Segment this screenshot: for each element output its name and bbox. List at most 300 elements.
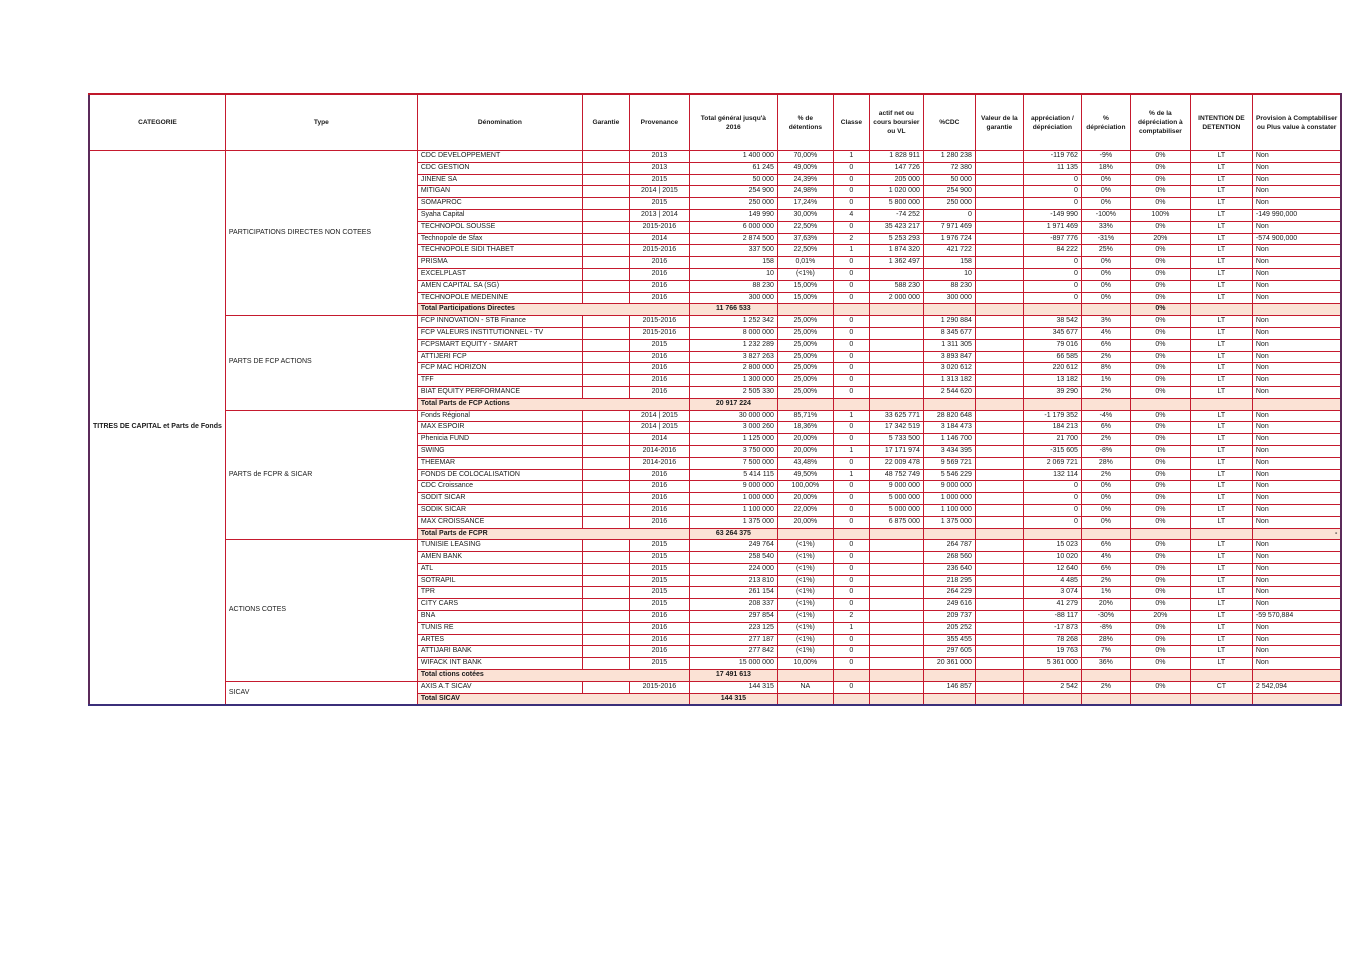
- total-cell: 158: [689, 257, 777, 269]
- valeur-garantie-cell: [975, 552, 1023, 564]
- appreciation-cell: 39 290: [1023, 386, 1081, 398]
- pct-depreciation-cell: 0%: [1081, 174, 1130, 186]
- actif-cell: -74 252: [869, 209, 923, 221]
- intention-cell: LT: [1190, 611, 1252, 623]
- denomination-cell: THEEMAR: [417, 457, 582, 469]
- table-row: [89, 151, 1341, 163]
- provenance-cell: 2015-2016: [629, 316, 689, 328]
- actif-cell: 1 362 497: [869, 257, 923, 269]
- garantie-cell: [582, 339, 629, 351]
- cdc-cell: 2 544 620: [923, 386, 975, 398]
- intention-cell: LT: [1190, 434, 1252, 446]
- header-appreciation: appréciation / dépréciation: [1023, 94, 1081, 151]
- empty-cell: [869, 304, 923, 316]
- actif-cell: 1 874 320: [869, 245, 923, 257]
- classe-cell: 0: [833, 327, 869, 339]
- provision-cell: Non: [1252, 481, 1341, 493]
- garantie-cell: [582, 434, 629, 446]
- appreciation-cell: -1 179 352: [1023, 410, 1081, 422]
- provenance-cell: 2013: [629, 162, 689, 174]
- provision-cell: Non: [1252, 316, 1341, 328]
- valeur-garantie-cell: [975, 599, 1023, 611]
- pct-depreciation-cell: 2%: [1081, 681, 1130, 693]
- provenance-cell: 2016: [629, 292, 689, 304]
- empty-cell: [1190, 528, 1252, 540]
- total-value: 20 917 224: [689, 398, 777, 410]
- classe-cell: 0: [833, 257, 869, 269]
- provision-cell: Non: [1252, 410, 1341, 422]
- provenance-cell: 2016: [629, 611, 689, 623]
- intention-cell: LT: [1190, 658, 1252, 670]
- detention-cell: (<1%): [777, 622, 833, 634]
- garantie-cell: [582, 611, 629, 623]
- denomination-cell: Fonds Régional: [417, 410, 582, 422]
- total-cell: 1 100 000: [689, 504, 777, 516]
- detention-cell: 25,00%: [777, 339, 833, 351]
- garantie-cell: [582, 681, 629, 693]
- provision-cell: Non: [1252, 151, 1341, 163]
- detention-cell: 25,00%: [777, 386, 833, 398]
- classe-cell: 0: [833, 540, 869, 552]
- actif-cell: 588 230: [869, 280, 923, 292]
- cdc-cell: 1 375 000: [923, 516, 975, 528]
- actif-cell: 17 171 974: [869, 445, 923, 457]
- header-cdc: %CDC: [923, 94, 975, 151]
- empty-cell: [923, 398, 975, 410]
- intention-cell: LT: [1190, 481, 1252, 493]
- denomination-cell: Technopole de Sfax: [417, 233, 582, 245]
- type-cell: SICAV: [225, 681, 417, 705]
- denomination-cell: ATTIJERI FCP: [417, 351, 582, 363]
- detention-cell: 0,01%: [777, 257, 833, 269]
- valeur-garantie-cell: [975, 363, 1023, 375]
- actif-cell: [869, 552, 923, 564]
- appreciation-cell: 2 542: [1023, 681, 1081, 693]
- cdc-cell: 8 345 677: [923, 327, 975, 339]
- denomination-cell: SOTRAPIL: [417, 575, 582, 587]
- empty-cell: [1023, 693, 1081, 705]
- provenance-cell: 2016: [629, 386, 689, 398]
- detention-cell: 20,00%: [777, 516, 833, 528]
- garantie-cell: [582, 587, 629, 599]
- provenance-cell: 2015: [629, 575, 689, 587]
- provision-cell: -574 900,000: [1252, 233, 1341, 245]
- intention-cell: LT: [1190, 410, 1252, 422]
- provenance-cell: 2014 | 2015: [629, 186, 689, 198]
- total-cell: 277 842: [689, 646, 777, 658]
- pct-depr-compta-cell: 0%: [1130, 516, 1190, 528]
- classe-cell: 1: [833, 469, 869, 481]
- total-pct-compta: [1130, 670, 1190, 682]
- valeur-garantie-cell: [975, 339, 1023, 351]
- pct-depreciation-cell: -30%: [1081, 611, 1130, 623]
- valeur-garantie-cell: [975, 375, 1023, 387]
- cdc-cell: 300 000: [923, 292, 975, 304]
- header-pct-depreciation: % dépréciation: [1081, 94, 1130, 151]
- appreciation-cell: 0: [1023, 280, 1081, 292]
- valeur-garantie-cell: [975, 316, 1023, 328]
- empty-cell: [923, 528, 975, 540]
- intention-cell: LT: [1190, 162, 1252, 174]
- total-cell: 5 414 115: [689, 469, 777, 481]
- provision-cell: Non: [1252, 375, 1341, 387]
- total-cell: 258 540: [689, 552, 777, 564]
- empty-cell: [1081, 304, 1130, 316]
- actif-cell: 1 020 000: [869, 186, 923, 198]
- garantie-cell: [582, 504, 629, 516]
- denomination-cell: ATTIJARI BANK: [417, 646, 582, 658]
- total-pct-compta: [1130, 693, 1190, 705]
- pct-depreciation-cell: 2%: [1081, 469, 1130, 481]
- pct-depr-compta-cell: 0%: [1130, 587, 1190, 599]
- appreciation-cell: 0: [1023, 268, 1081, 280]
- empty-cell: [777, 528, 833, 540]
- intention-cell: LT: [1190, 552, 1252, 564]
- cdc-cell: 209 737: [923, 611, 975, 623]
- empty-cell: [869, 670, 923, 682]
- garantie-cell: [582, 552, 629, 564]
- cdc-cell: 50 000: [923, 174, 975, 186]
- actif-cell: [869, 563, 923, 575]
- denomination-cell: BIAT EQUITY PERFORMANCE: [417, 386, 582, 398]
- pct-depr-compta-cell: 0%: [1130, 351, 1190, 363]
- cdc-cell: 7 971 469: [923, 221, 975, 233]
- garantie-cell: [582, 221, 629, 233]
- classe-cell: 0: [833, 563, 869, 575]
- provision-cell: 2 542,094: [1252, 681, 1341, 693]
- garantie-cell: [582, 151, 629, 163]
- pct-depreciation-cell: 36%: [1081, 658, 1130, 670]
- valeur-garantie-cell: [975, 634, 1023, 646]
- provision-cell: Non: [1252, 351, 1341, 363]
- provision-cell: Non: [1252, 245, 1341, 257]
- actif-cell: [869, 327, 923, 339]
- valeur-garantie-cell: [975, 622, 1023, 634]
- valeur-garantie-cell: [975, 563, 1023, 575]
- garantie-cell: [582, 516, 629, 528]
- denomination-cell: Syaha Capital: [417, 209, 582, 221]
- provenance-cell: 2014-2016: [629, 457, 689, 469]
- total-pct-compta: [1130, 398, 1190, 410]
- appreciation-cell: 78 268: [1023, 634, 1081, 646]
- garantie-cell: [582, 257, 629, 269]
- total-cell: 3 750 000: [689, 445, 777, 457]
- total-cell: 223 125: [689, 622, 777, 634]
- header-detention: % de détentions: [777, 94, 833, 151]
- provision-cell: Non: [1252, 363, 1341, 375]
- actif-cell: [869, 386, 923, 398]
- pct-depr-compta-cell: 20%: [1130, 233, 1190, 245]
- cdc-cell: 3 020 612: [923, 363, 975, 375]
- empty-cell: [1023, 670, 1081, 682]
- detention-cell: (<1%): [777, 540, 833, 552]
- denomination-cell: Phenicia FUND: [417, 434, 582, 446]
- appreciation-cell: 0: [1023, 504, 1081, 516]
- total-value: 144 315: [689, 693, 777, 705]
- provision-cell: Non: [1252, 540, 1341, 552]
- pct-depreciation-cell: 6%: [1081, 422, 1130, 434]
- total-cell: 1 232 289: [689, 339, 777, 351]
- denomination-cell: AMEN BANK: [417, 552, 582, 564]
- valeur-garantie-cell: [975, 351, 1023, 363]
- garantie-cell: [582, 363, 629, 375]
- empty-cell: [833, 398, 869, 410]
- denomination-cell: FCP MAC HORIZON: [417, 363, 582, 375]
- pct-depr-compta-cell: 0%: [1130, 386, 1190, 398]
- detention-cell: (<1%): [777, 646, 833, 658]
- pct-depreciation-cell: 6%: [1081, 339, 1130, 351]
- pct-depreciation-cell: 6%: [1081, 540, 1130, 552]
- detention-cell: 22,50%: [777, 221, 833, 233]
- total-label: Total Parts de FCPR: [417, 528, 689, 540]
- total-cell: 1 252 342: [689, 316, 777, 328]
- total-cell: 1 125 000: [689, 434, 777, 446]
- provision-cell: Non: [1252, 587, 1341, 599]
- detention-cell: 22,50%: [777, 245, 833, 257]
- classe-cell: 0: [833, 174, 869, 186]
- provision-cell: Non: [1252, 257, 1341, 269]
- intention-cell: LT: [1190, 575, 1252, 587]
- intention-cell: LT: [1190, 386, 1252, 398]
- cdc-cell: 264 787: [923, 540, 975, 552]
- total-provision: [1252, 398, 1341, 410]
- pct-depr-compta-cell: 0%: [1130, 292, 1190, 304]
- pct-depreciation-cell: 0%: [1081, 292, 1130, 304]
- actif-cell: [869, 316, 923, 328]
- total-cell: 2 874 500: [689, 233, 777, 245]
- provision-cell: Non: [1252, 493, 1341, 505]
- classe-cell: 0: [833, 481, 869, 493]
- cdc-cell: 9 569 721: [923, 457, 975, 469]
- intention-cell: LT: [1190, 351, 1252, 363]
- intention-cell: LT: [1190, 422, 1252, 434]
- total-cell: 8 000 000: [689, 327, 777, 339]
- valeur-garantie-cell: [975, 575, 1023, 587]
- pct-depr-compta-cell: 0%: [1130, 681, 1190, 693]
- detention-cell: 25,00%: [777, 316, 833, 328]
- intention-cell: LT: [1190, 445, 1252, 457]
- pct-depreciation-cell: 20%: [1081, 599, 1130, 611]
- garantie-cell: [582, 540, 629, 552]
- provision-cell: -149 990,000: [1252, 209, 1341, 221]
- actif-cell: [869, 268, 923, 280]
- empty-cell: [975, 670, 1023, 682]
- intention-cell: LT: [1190, 587, 1252, 599]
- garantie-cell: [582, 292, 629, 304]
- detention-cell: 85,71%: [777, 410, 833, 422]
- denomination-cell: AMEN CAPITAL SA (SG): [417, 280, 582, 292]
- classe-cell: 0: [833, 280, 869, 292]
- denomination-cell: MAX ESPOIR: [417, 422, 582, 434]
- appreciation-cell: -17 873: [1023, 622, 1081, 634]
- denomination-cell: SOMAPROC: [417, 198, 582, 210]
- appreciation-cell: 3 074: [1023, 587, 1081, 599]
- appreciation-cell: 41 279: [1023, 599, 1081, 611]
- classe-cell: 0: [833, 575, 869, 587]
- pct-depreciation-cell: 0%: [1081, 198, 1130, 210]
- pct-depreciation-cell: 18%: [1081, 162, 1130, 174]
- actif-cell: 5 800 000: [869, 198, 923, 210]
- detention-cell: 24,98%: [777, 186, 833, 198]
- provenance-cell: 2016: [629, 280, 689, 292]
- total-cell: 10: [689, 268, 777, 280]
- cdc-cell: 1 100 000: [923, 504, 975, 516]
- cdc-cell: 88 230: [923, 280, 975, 292]
- provision-cell: Non: [1252, 327, 1341, 339]
- appreciation-cell: 4 485: [1023, 575, 1081, 587]
- intention-cell: LT: [1190, 457, 1252, 469]
- provenance-cell: 2016: [629, 481, 689, 493]
- appreciation-cell: -119 762: [1023, 151, 1081, 163]
- total-provision: [1252, 304, 1341, 316]
- cdc-cell: 264 229: [923, 587, 975, 599]
- provenance-cell: 2016: [629, 516, 689, 528]
- garantie-cell: [582, 174, 629, 186]
- classe-cell: 1: [833, 445, 869, 457]
- total-cell: 224 000: [689, 563, 777, 575]
- provenance-cell: 2015: [629, 540, 689, 552]
- classe-cell: 0: [833, 516, 869, 528]
- cdc-cell: 146 857: [923, 681, 975, 693]
- cdc-cell: 254 900: [923, 186, 975, 198]
- total-cell: 3 000 260: [689, 422, 777, 434]
- header-intention: INTENTION DE DETENTION: [1190, 94, 1252, 151]
- valeur-garantie-cell: [975, 493, 1023, 505]
- empty-cell: [1081, 398, 1130, 410]
- empty-cell: [777, 670, 833, 682]
- appreciation-cell: 5 361 000: [1023, 658, 1081, 670]
- pct-depreciation-cell: 2%: [1081, 386, 1130, 398]
- pct-depr-compta-cell: 0%: [1130, 445, 1190, 457]
- detention-cell: 43,48%: [777, 457, 833, 469]
- actif-cell: 48 752 749: [869, 469, 923, 481]
- actif-cell: [869, 658, 923, 670]
- detention-cell: (<1%): [777, 552, 833, 564]
- garantie-cell: [582, 233, 629, 245]
- provenance-cell: 2015: [629, 563, 689, 575]
- intention-cell: LT: [1190, 280, 1252, 292]
- appreciation-cell: 0: [1023, 493, 1081, 505]
- empty-cell: [1023, 528, 1081, 540]
- intention-cell: LT: [1190, 209, 1252, 221]
- classe-cell: 0: [833, 339, 869, 351]
- denomination-cell: SWING: [417, 445, 582, 457]
- valeur-garantie-cell: [975, 151, 1023, 163]
- detention-cell: (<1%): [777, 599, 833, 611]
- provenance-cell: 2015: [629, 658, 689, 670]
- intention-cell: LT: [1190, 375, 1252, 387]
- provenance-cell: 2015: [629, 599, 689, 611]
- actif-cell: [869, 375, 923, 387]
- total-cell: 213 810: [689, 575, 777, 587]
- actif-cell: [869, 575, 923, 587]
- provenance-cell: 2013 | 2014: [629, 209, 689, 221]
- empty-cell: [975, 528, 1023, 540]
- actif-cell: 33 625 771: [869, 410, 923, 422]
- appreciation-cell: 38 542: [1023, 316, 1081, 328]
- denomination-cell: SODIT SICAR: [417, 493, 582, 505]
- total-cell: 6 000 000: [689, 221, 777, 233]
- garantie-cell: [582, 469, 629, 481]
- garantie-cell: [582, 493, 629, 505]
- total-label: Total Parts de FCP Actions: [417, 398, 689, 410]
- provenance-cell: 2016: [629, 469, 689, 481]
- pct-depr-compta-cell: 0%: [1130, 410, 1190, 422]
- provenance-cell: 2016: [629, 363, 689, 375]
- empty-cell: [975, 398, 1023, 410]
- garantie-cell: [582, 422, 629, 434]
- valeur-garantie-cell: [975, 481, 1023, 493]
- valeur-garantie-cell: [975, 504, 1023, 516]
- empty-cell: [1190, 670, 1252, 682]
- detention-cell: (<1%): [777, 634, 833, 646]
- provision-cell: -59 570,884: [1252, 611, 1341, 623]
- detention-cell: 49,50%: [777, 469, 833, 481]
- cdc-cell: 268 560: [923, 552, 975, 564]
- intention-cell: LT: [1190, 233, 1252, 245]
- denomination-cell: TFF: [417, 375, 582, 387]
- actif-cell: [869, 634, 923, 646]
- provision-cell: Non: [1252, 162, 1341, 174]
- valeur-garantie-cell: [975, 292, 1023, 304]
- valeur-garantie-cell: [975, 434, 1023, 446]
- provision-cell: Non: [1252, 292, 1341, 304]
- appreciation-cell: 11 135: [1023, 162, 1081, 174]
- pct-depreciation-cell: -9%: [1081, 151, 1130, 163]
- provenance-cell: 2015-2016: [629, 327, 689, 339]
- provenance-cell: 2016: [629, 504, 689, 516]
- provision-cell: Non: [1252, 198, 1341, 210]
- provision-cell: Non: [1252, 174, 1341, 186]
- appreciation-cell: 0: [1023, 186, 1081, 198]
- intention-cell: LT: [1190, 493, 1252, 505]
- empty-cell: [975, 693, 1023, 705]
- appreciation-cell: 12 640: [1023, 563, 1081, 575]
- provision-cell: Non: [1252, 457, 1341, 469]
- provenance-cell: 2015: [629, 587, 689, 599]
- provision-cell: Non: [1252, 221, 1341, 233]
- detention-cell: 20,00%: [777, 434, 833, 446]
- denomination-cell: ARTES: [417, 634, 582, 646]
- type-cell: PARTS de FCPR & SICAR: [225, 410, 417, 540]
- pct-depreciation-cell: 0%: [1081, 481, 1130, 493]
- pct-depreciation-cell: 3%: [1081, 316, 1130, 328]
- actif-cell: [869, 646, 923, 658]
- provenance-cell: 2016: [629, 257, 689, 269]
- actif-cell: 22 009 478: [869, 457, 923, 469]
- pct-depreciation-cell: 1%: [1081, 375, 1130, 387]
- empty-cell: [869, 528, 923, 540]
- pct-depreciation-cell: 25%: [1081, 245, 1130, 257]
- provision-cell: Non: [1252, 658, 1341, 670]
- total-cell: 208 337: [689, 599, 777, 611]
- provenance-cell: 2015: [629, 174, 689, 186]
- pct-depr-compta-cell: 0%: [1130, 457, 1190, 469]
- detention-cell: 100,00%: [777, 481, 833, 493]
- total-cell: 2 505 330: [689, 386, 777, 398]
- pct-depreciation-cell: -100%: [1081, 209, 1130, 221]
- actif-cell: 9 000 000: [869, 481, 923, 493]
- provenance-cell: 2016: [629, 646, 689, 658]
- total-cell: 30 000 000: [689, 410, 777, 422]
- cdc-cell: 1 280 238: [923, 151, 975, 163]
- intention-cell: LT: [1190, 646, 1252, 658]
- appreciation-cell: 84 222: [1023, 245, 1081, 257]
- garantie-cell: [582, 410, 629, 422]
- header-garantie: Garantie: [582, 94, 629, 151]
- total-cell: 61 245: [689, 162, 777, 174]
- total-cell: 9 000 000: [689, 481, 777, 493]
